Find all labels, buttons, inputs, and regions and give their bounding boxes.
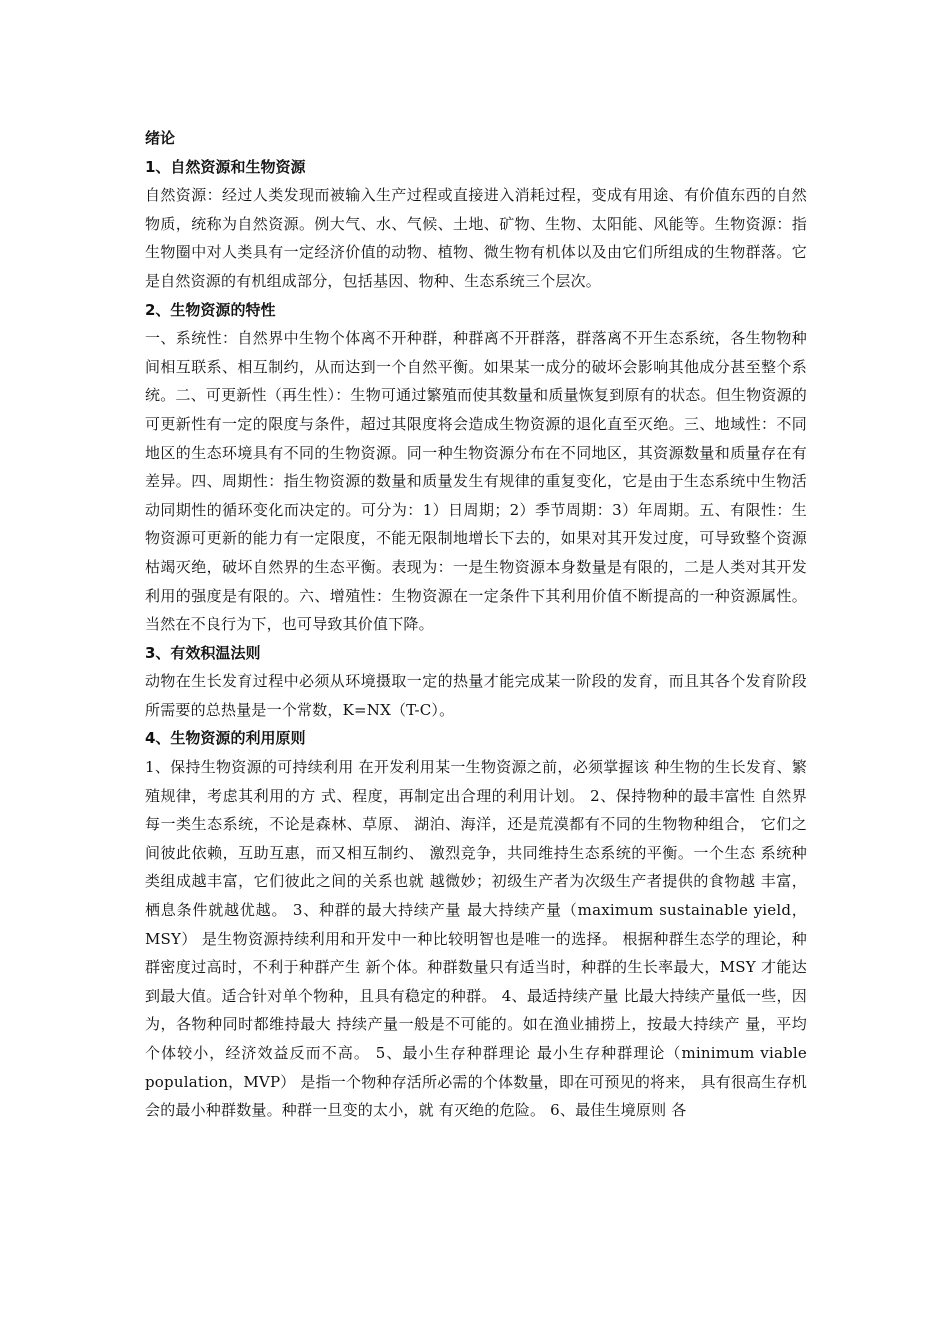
section-body-1: 自然资源：经过人类发现而被输入生产过程或直接进入消耗过程，变成有用途、有价值东西的自然物质，统称为自然资源。例大气、水、气候、土地、矿物、生物、太阳能、风能等。生物资源：指生物圈中对人类具有一定经济价值的动物、植物、微生物有机体以及由它们所组成的生物群落。它是自然资源的有机组成部分，包括基因、物种、生态系统三个层次。 <box>145 186 807 290</box>
document-title: 绪论 <box>145 129 176 147</box>
section-heading-3: 3、有效积温法则 <box>145 643 261 662</box>
section-heading-2: 2、生物资源的特性 <box>145 300 276 319</box>
section-body-4: 1、保持生物资源的可持续利用 在开发利用某一生物资源之前，必须掌握该 种生物的生长发育、繁殖规律，考虑其利用的方 式、程度，再制定出合理的利用计划。 2、保持物种的最丰富性 自然界每一类生态系统，不论是森林、草原、 湖泊、海洋，还是荒漠都有不同的生物物种组合， 它们之间彼此依赖，互助互惠，而又相互制约、 激烈竞争，共同维持生态系统的平衡。一个生态 系统种类组成越丰富，它们彼此之间的关系也就 越微妙；初级生产者为次级生产者提供的食物越 丰富，栖息条件就越优越。 3、种群的最大持续产量 最大持续产量（maximum sustainable yield，MSY） 是生物资源持续利用和开发中一种比较明智也是唯一的选择。 根据种群生态学的理论，种群密度过高时，不利于种群产生 新个体。种群数量只有适当时，种群的生长率最大，MSY 才能达到最大值。适合针对单个物种，且具有稳定的种群。 4、最适持续产量 比最大持续产量低一些，因为，各物种同时都维持最大 持续产量一般是不可能的。如在渔业捕捞上，按最大持续产 量，平均个体较小，经济效益反而不高。 5、最小生存种群理论 最小生存种群理论（minimum viable population，MVP） 是指一个物种存活所必需的个体数量，即在可预见的将来， 具有很高生存机会的最小种群数量。种群一旦变的太小，就 有灭绝的危险。 6、最佳生境原则 各 <box>145 758 807 1120</box>
section-body-2: 一、系统性：自然界中生物个体离不开种群，种群离不开群落，群落离不开生态系统，各生物物种间相互联系、相互制约，从而达到一个自然平衡。如果某一成分的破坏会影响其他成分甚至整个系统。二、可更新性（再生性）：生物可通过繁殖而使其数量和质量恢复到原有的状态。但生物资源的可更新性有一定的限度与条件，超过其限度将会造成生物资源的退化直至灭绝。三、地域性：不同地区的生态环境具有不同的生物资源。同一种生物资源分布在不同地区，其资源数量和质量存在有差异。四、周期性：指生物资源的数量和质量发生有规律的重复变化，它是由于生态系统中生物活动同期性的循环变化而决定的。可分为：1）日周期；2）季节周期：3）年周期。五、有限性：生物资源可更新的能力有一定限度，不能无限制地增长下去的，如果对其开发过度，可导致整个资源枯竭灭绝，破坏自然界的生态平衡。表现为：一是生物资源本身数量是有限的，二是人类对其开发利用的强度是有限的。六、增殖性：生物资源在一定条件下其利用价值不断提高的一种资源属性。当然在不良行为下，也可导致其价值下降。 <box>145 329 807 634</box>
section-body-3: 动物在生长发育过程中必须从环境摄取一定的热量才能完成某一阶段的发育，而且其各个发育阶段所需要的总热量是一个常数，K=NX（T-C）。 <box>145 672 807 719</box>
section-heading-1: 1、自然资源和生物资源 <box>145 157 306 176</box>
section-heading-4: 4、生物资源的利用原则 <box>145 729 306 748</box>
document-page <box>145 124 807 1125</box>
